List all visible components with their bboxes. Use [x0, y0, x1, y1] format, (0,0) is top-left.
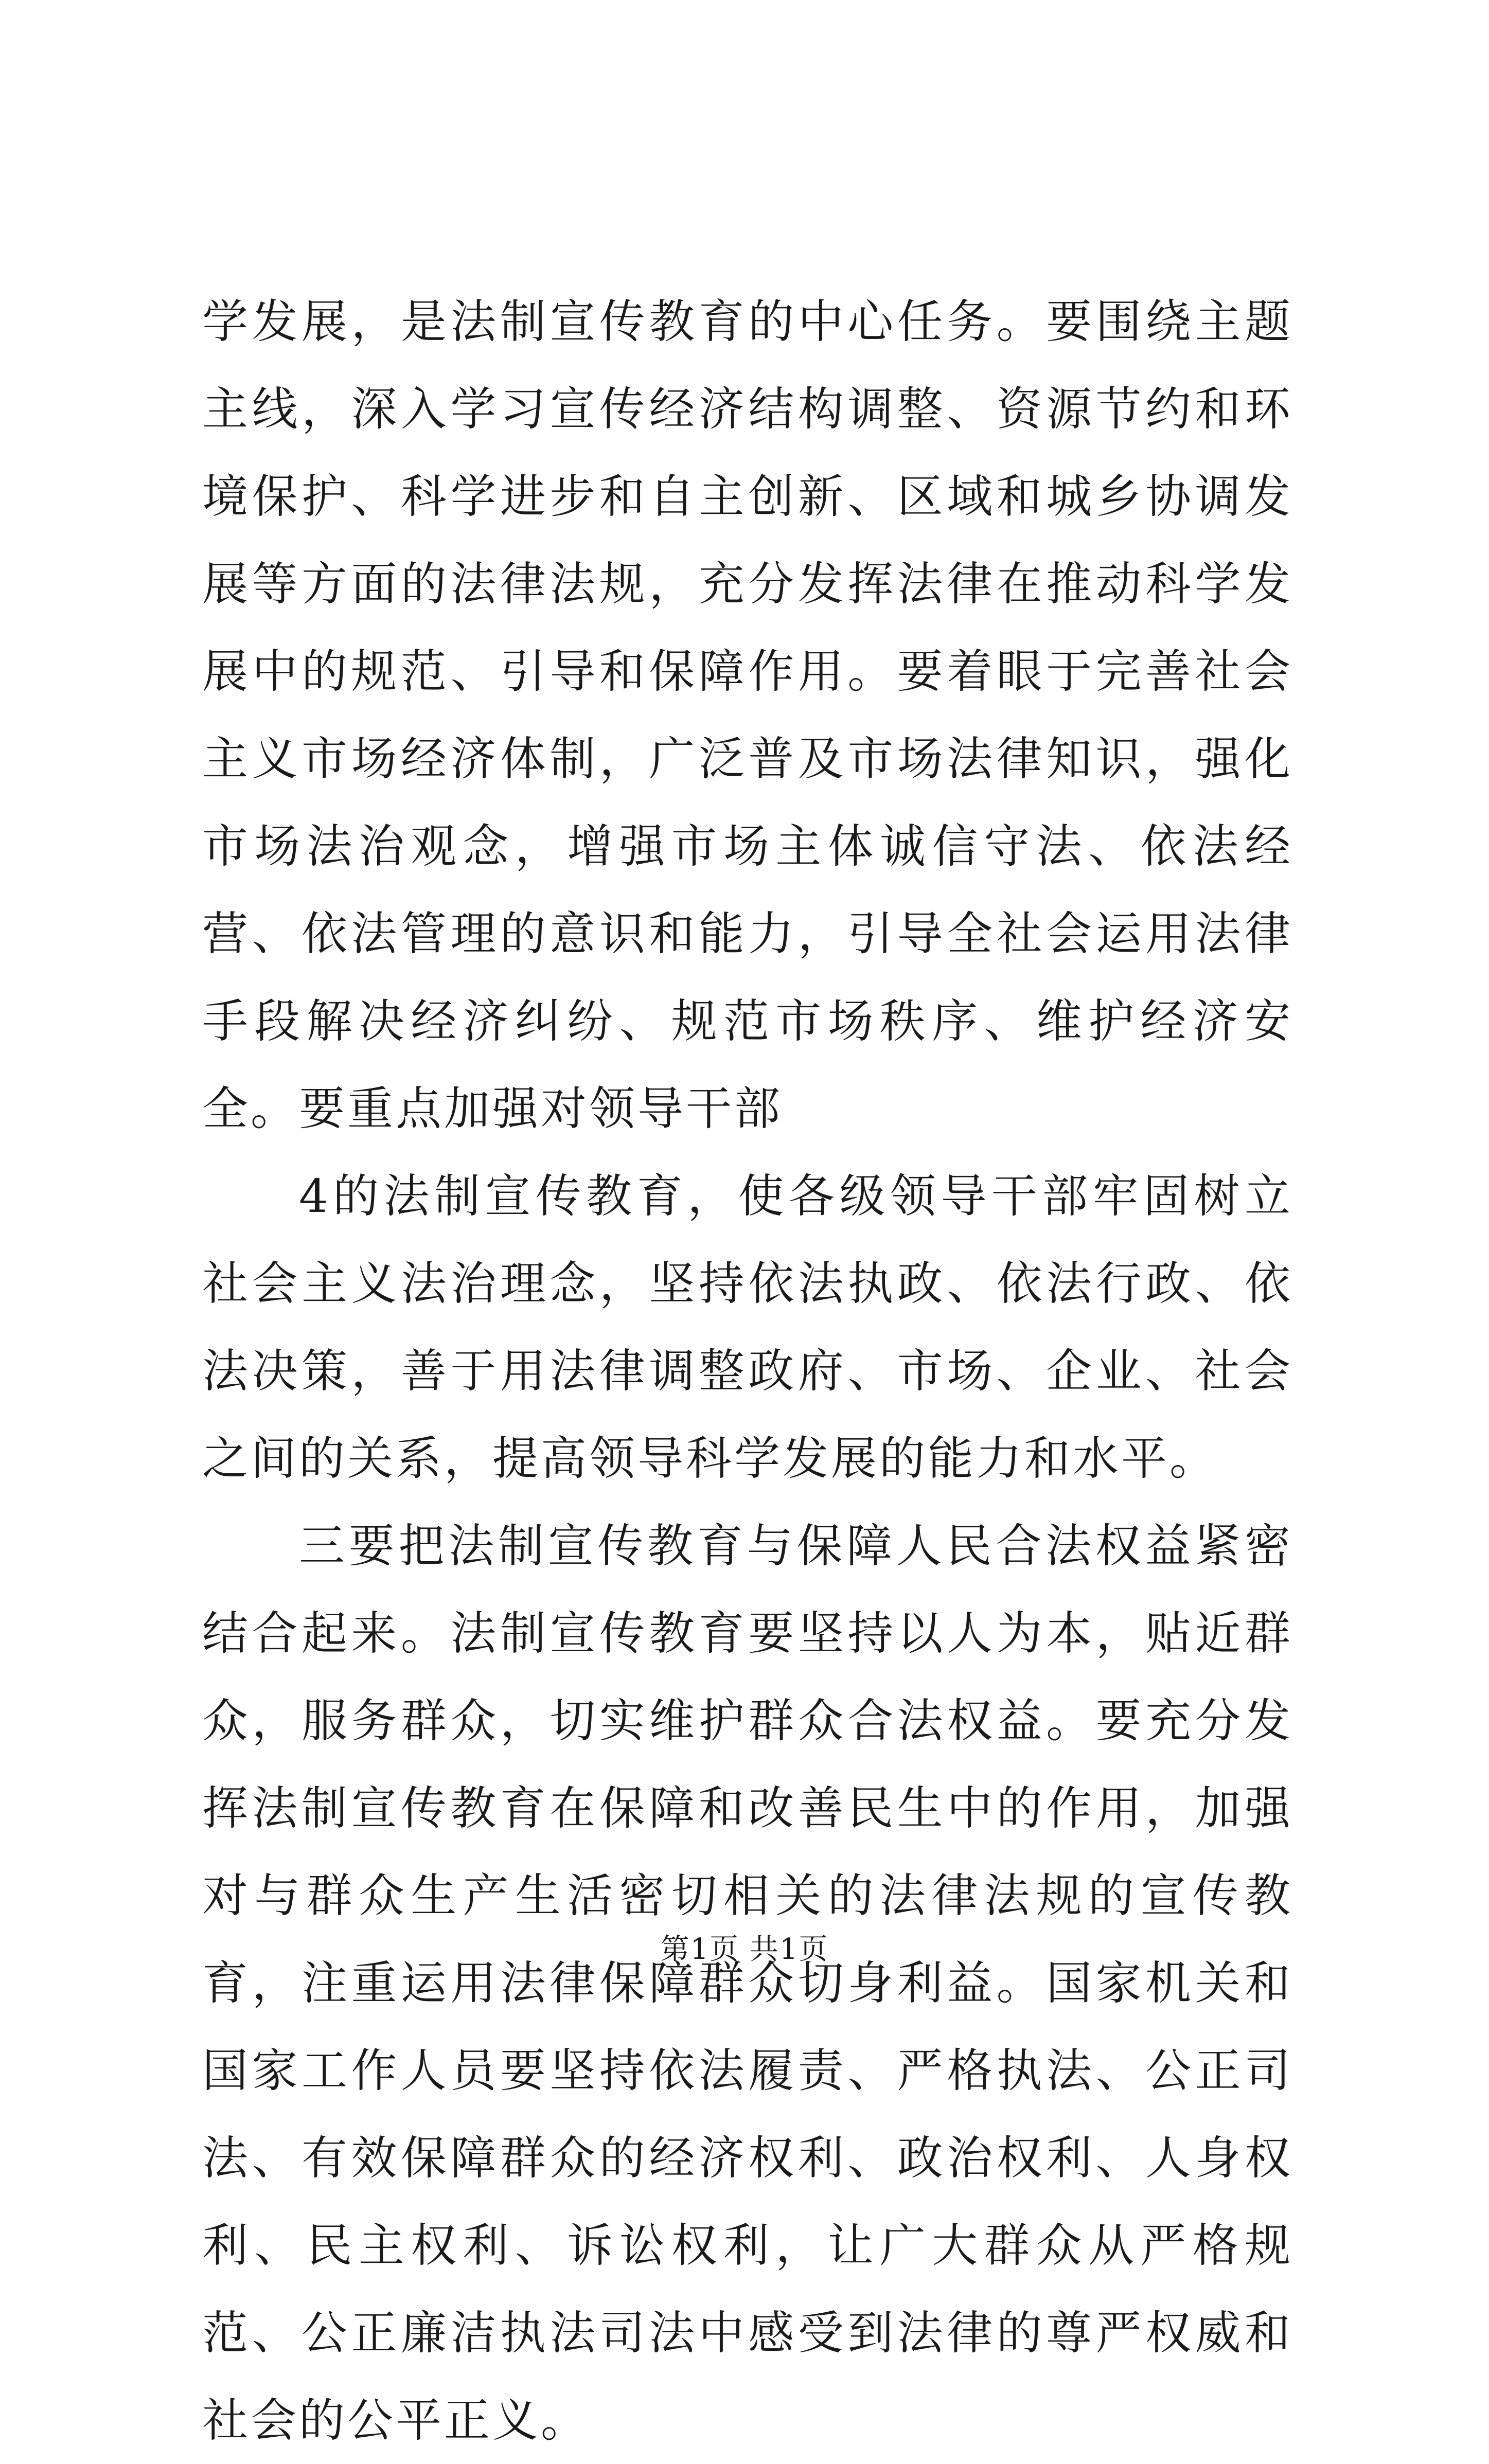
page-footer: 第1页 共1页 — [660, 1933, 829, 1966]
document-body — [202, 278, 1293, 2464]
paragraph-continuation: 学发展，是法制宣传教育的中心任务。要围绕主题主线，深入学习宣传经济结构调整、资源节约和环境保护、科学进步和自主创新、区域和城乡协调发展等方面的法律法规，充分发挥法律在推动科学发展中的规范、引导和保障作用。要着眼于完善社会主义市场经济体制，广泛普及市场法律知识，强化市场法治观念，增强市场主体诚信守法、依法经营、依法管理的意识和能力，引导全社会运用法律手段解决经济纠纷、规范市场秩序、维护经济安全。要重点加强对领导干部 — [202, 295, 1293, 1135]
paragraph-rights: 三要把法制宣传教育与保障人民合法权益紧密结合起来。法制宣传教育要坚持以人为本，贴近群众，服务群众，切实维护群众合法权益。要充分发挥法制宣传教育在保障和改善民生中的作用，加强对与群众生产生活密切相关的法律法规的宣传教育，注重运用法律保障群众切身利益。国家机关和国家工作人员要坚持依法履责、严格执法、公正司法、有效保障群众的经济权利、政治权利、人身权利、民主权利、诉讼权利，让广大群众从严格规范、公正廉洁执法司法中感受到法律的尊严权威和社会的公平正义。 — [202, 1519, 1293, 2447]
paragraph-leadership: 4的法制宣传教育，使各级领导干部牢固树立社会主义法治理念，坚持依法执政、依法行政、依法决策，善于用法律调整政府、市场、企业、社会之间的关系，提高领导科学发展的能力和水平。 — [202, 1169, 1293, 1485]
